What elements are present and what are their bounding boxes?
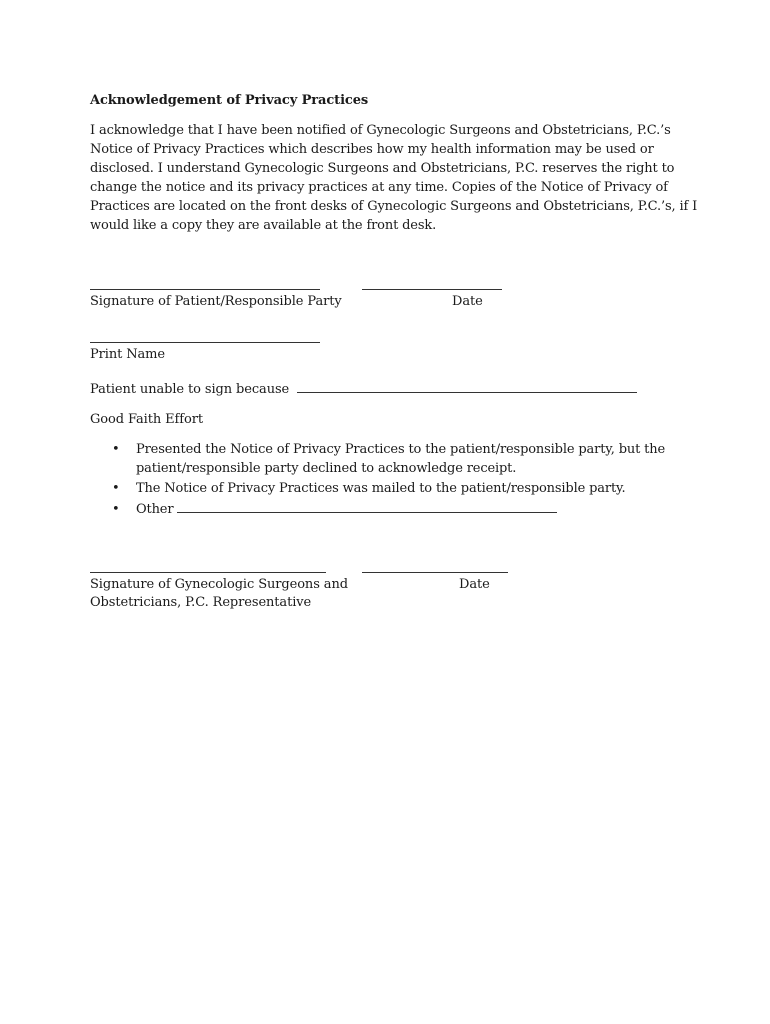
patient-signature-label: Signature of Patient/Responsible Party: [90, 294, 342, 309]
rep-signature-label-line2: Obstetricians, P.C. Representative: [90, 595, 312, 610]
bullet-icon: •: [112, 501, 120, 517]
paragraph-line: disclosed. I understand Gynecologic Surgeons and Obstetricians, P.C. reserves the right to: [90, 161, 675, 176]
list-item-line: [136, 501, 690, 520]
list-item: [90, 501, 690, 520]
other-label: Other: [136, 501, 174, 517]
document-title: Acknowledgement of Privacy Practices: [90, 93, 369, 108]
rep-signature-label-line1: Signature of Gynecologic Surgeons and: [90, 577, 348, 592]
unable-to-sign-label: Patient unable to sign because: [90, 382, 290, 397]
patient-signature-line[interactable]: [90, 289, 320, 290]
list-item: [90, 441, 690, 478]
rep-date-label: Date: [459, 577, 490, 592]
list-item-line: The Notice of Privacy Practices was mailed to the patient/responsible party.: [136, 481, 626, 496]
paragraph-line: Practices are located on the front desks of Gynecologic Surgeons and Obstetricians, P.C.’s, if I: [90, 199, 698, 214]
list-item-line: Presented the Notice of Privacy Practices to the patient/responsible party, but the: [136, 442, 666, 457]
rep-signature-line[interactable]: [90, 572, 326, 573]
bullet-icon: •: [112, 481, 120, 496]
print-name-line[interactable]: [90, 342, 320, 343]
list-item: [90, 480, 690, 499]
good-faith-label: Good Faith Effort: [90, 412, 203, 427]
patient-date-label: Date: [452, 294, 483, 309]
paragraph-line: would like a copy they are available at the front desk.: [90, 218, 437, 233]
other-line[interactable]: [177, 502, 557, 513]
bullet-icon: •: [112, 442, 120, 457]
acknowledgement-paragraph: [90, 121, 698, 235]
unable-to-sign-row: [90, 382, 637, 397]
unable-to-sign-line[interactable]: [297, 382, 637, 393]
list-item-line: patient/responsible party declined to acknowledge receipt.: [136, 460, 517, 476]
patient-date-line[interactable]: [362, 289, 502, 290]
paragraph-line: change the notice and its privacy practices at any time. Copies of the Notice of Privacy of: [90, 180, 668, 195]
good-faith-list: [90, 441, 690, 521]
paragraph-line: Notice of Privacy Practices which describes how my health information may be used or: [90, 142, 654, 157]
rep-date-line[interactable]: [362, 572, 508, 573]
paragraph-line: I acknowledge that I have been notified of Gynecologic Surgeons and Obstetricians, P.C.’s: [90, 123, 671, 138]
print-name-label: Print Name: [90, 347, 165, 362]
